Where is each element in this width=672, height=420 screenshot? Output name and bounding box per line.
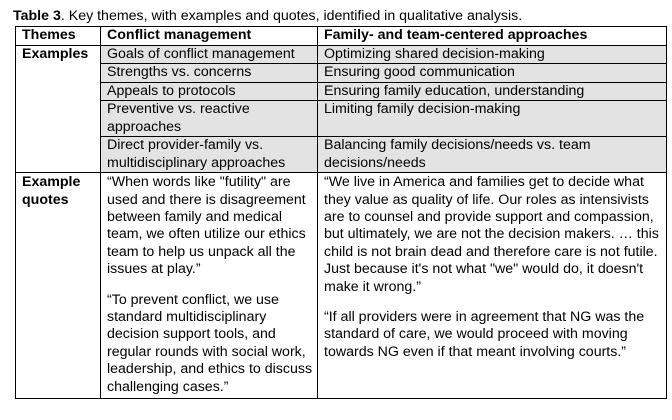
example-conflict-cell: Strengths vs. concerns xyxy=(101,64,318,82)
table-row xyxy=(16,101,667,137)
table-caption-text: . Key themes, with examples and quotes, identified in qualitative analysis. xyxy=(60,8,523,24)
theme-examples-label: Examples xyxy=(16,46,101,173)
themes-table xyxy=(15,26,667,399)
example-family-cell: Limiting family decision-making xyxy=(318,101,667,137)
example-conflict-cell: Appeals to protocols xyxy=(101,82,318,100)
example-conflict-cell: Preventive vs. reactive approaches xyxy=(101,101,318,137)
table-row xyxy=(16,173,667,399)
table-row xyxy=(16,46,667,64)
conflict-quotes-cell xyxy=(101,173,318,399)
example-family-cell: Optimizing shared decision-making xyxy=(318,46,667,64)
example-conflict-cell: Direct provider-family vs. multidisciplinary approaches xyxy=(101,137,318,173)
header-themes: Themes xyxy=(16,27,101,46)
table-row xyxy=(16,82,667,100)
header-family-team-approaches: Family- and team-centered approaches xyxy=(318,27,667,46)
example-family-cell: Balancing family decisions/needs vs. team decisions/needs xyxy=(318,137,667,173)
table-header-row xyxy=(16,27,667,46)
theme-quotes-label: Example quotes xyxy=(16,173,101,399)
header-conflict-management: Conflict management xyxy=(101,27,318,46)
table-caption xyxy=(13,8,522,25)
family-quote: “We live in America and families get to decide what they value as quality of life. Our roles as intensivists are to counsel and provide support and compassion, but ultimately, we are not the decision makers. … this child is not brain dead and therefore care is not futile. Just because it's not what "we" would do, it doesn't make it wrong.” xyxy=(324,174,659,295)
example-family-cell: Ensuring good communication xyxy=(318,64,667,82)
table-caption-label: Table 3 xyxy=(13,8,61,24)
family-quotes-cell xyxy=(318,173,667,399)
example-family-cell: Ensuring family education, understanding xyxy=(318,82,667,100)
table-row xyxy=(16,64,667,82)
family-quote: “If all providers were in agreement that NG was the standard of care, we would proceed with moving towards NG even if that meant involving courts.” xyxy=(324,309,645,360)
table-row xyxy=(16,137,667,173)
conflict-quote: “When words like "futility" are used and there is disagreement between family and medical team, we often utilize our ethics team to help us unpack all the issues at play.” xyxy=(107,174,306,278)
example-conflict-cell: Goals of conflict management xyxy=(101,46,318,64)
conflict-quote: “To prevent conflict, we use standard multidisciplinary decision support tools, and regular rounds with social work, leadership, and ethics to discuss challenging cases.” xyxy=(107,291,313,395)
